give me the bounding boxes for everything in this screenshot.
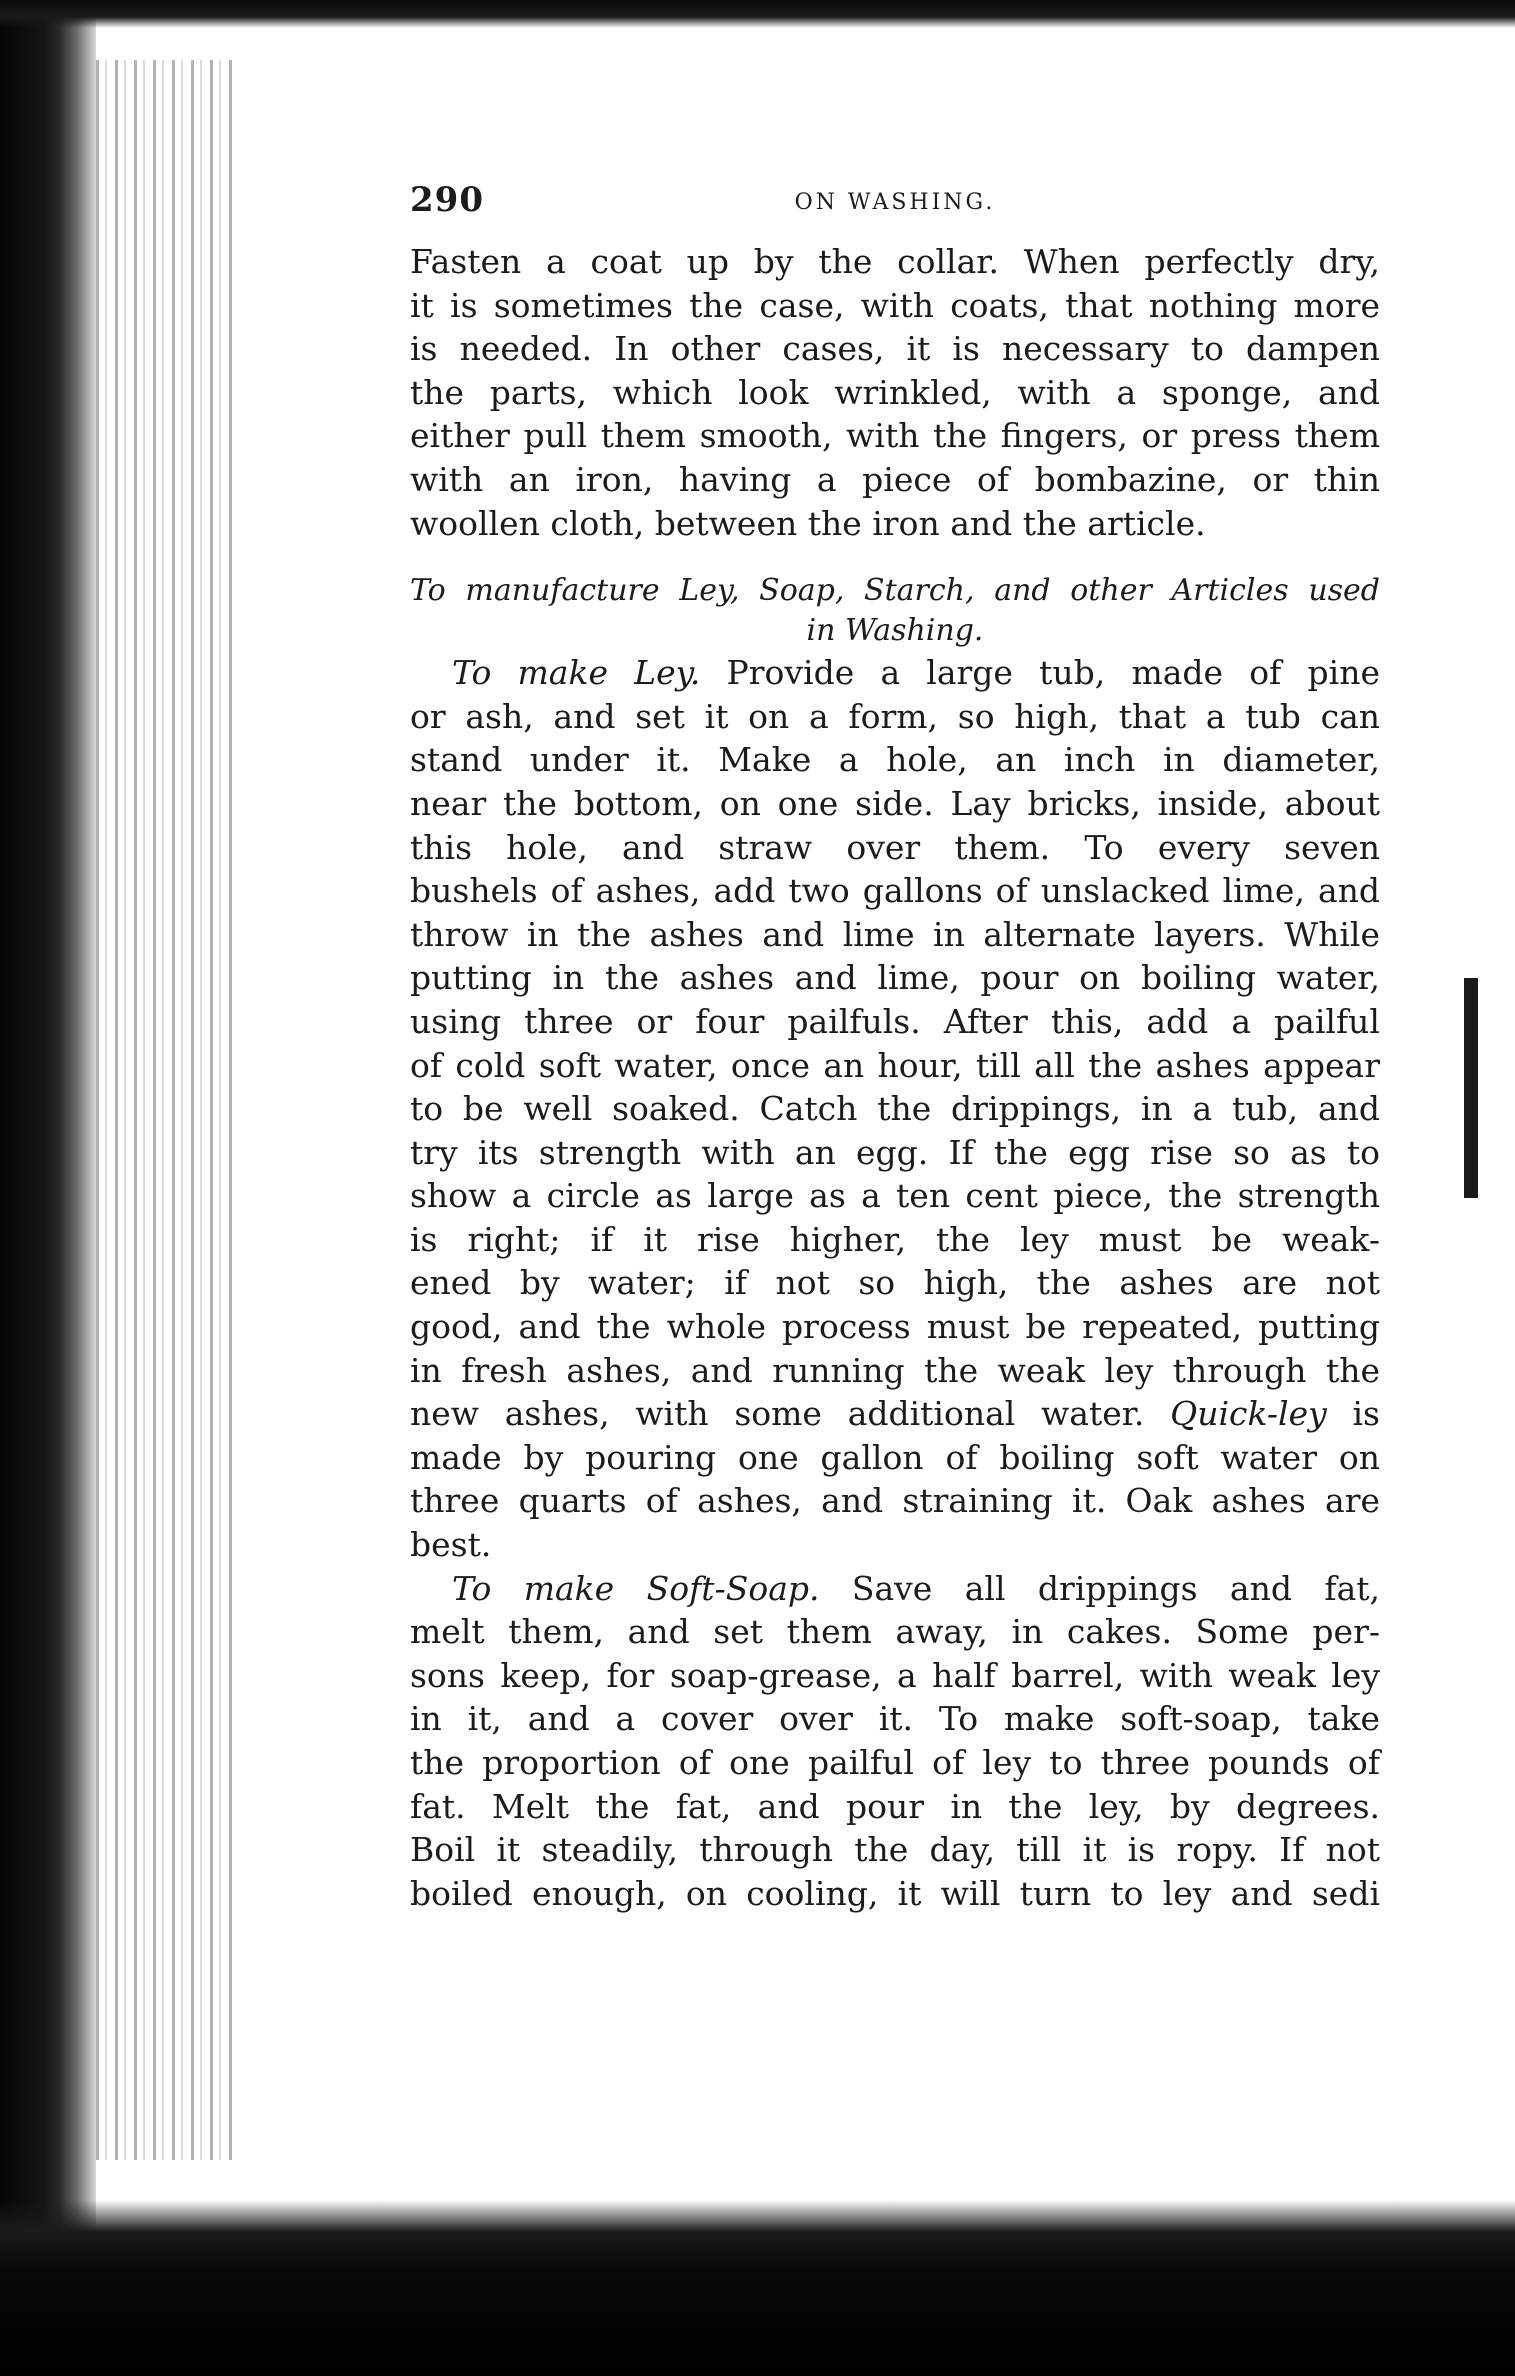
text-line: Boil it steadily, through the day, till it is ropy. If not	[410, 1830, 1380, 1870]
paragraph-coat	[410, 240, 1380, 545]
section-heading-line: in Washing.	[806, 613, 984, 649]
run-in-heading: To make Soft-Soap.	[452, 1568, 820, 1608]
text-line: with an iron, having a piece of bombazine, or thin	[410, 459, 1380, 499]
scan-binding-shadow	[96, 60, 236, 2160]
text-line: either pull them smooth, with the fingers, or press them	[410, 416, 1380, 456]
running-head	[410, 180, 1380, 240]
text-line: the proportion of one pailful of ley to three pounds of	[410, 1743, 1380, 1782]
text-line: three quarts of ashes, and straining it. Oak ashes are	[410, 1481, 1380, 1521]
text-line: stand under it. Make a hole, an inch in diameter,	[410, 740, 1380, 780]
text-line: best.	[410, 1525, 492, 1565]
scan-left-edge	[0, 0, 96, 2376]
text-line: melt them, and set them away, in cakes. Some per-	[410, 1612, 1380, 1652]
text-line: sons keep, for soap-grease, a half barrel, with weak ley	[410, 1655, 1380, 1695]
text-line: is right; if it rise higher, the ley must be weak-	[410, 1219, 1380, 1259]
text-line: show a circle as large as a ten cent piece, the strength	[410, 1176, 1380, 1216]
text-line: boiled enough, on cooling, it will turn to ley and sedi	[410, 1873, 1380, 1913]
run-in-heading: To make Ley.	[452, 653, 701, 693]
text-line: bushels of ashes, add two gallons of unslacked lime, and	[410, 871, 1380, 911]
section-heading-line: To manufacture Ley, Soap, Starch, and other Articles used	[410, 573, 1380, 609]
text-line: in it, and a cover over it. To make soft-soap, take	[410, 1699, 1380, 1739]
text-line: made by pouring one gallon of boiling soft water on	[410, 1437, 1380, 1477]
text-line: good, and the whole process must be repeated, putting	[410, 1307, 1380, 1347]
text-line: woollen cloth, between the iron and the article.	[410, 503, 1206, 543]
scan-right-mark	[1464, 978, 1478, 1198]
text-line: to be well soaked. Catch the drippings, in a tub, and	[410, 1089, 1380, 1129]
text-line: is needed. In other cases, it is necessary to dampen	[410, 329, 1380, 369]
book-page	[410, 180, 1380, 1915]
text-line: it is sometimes the case, with coats, that nothing more	[410, 285, 1380, 325]
text-line: of cold soft water, once an hour, till all the ashes appear	[410, 1045, 1380, 1085]
scan-bottom-edge	[0, 2200, 1515, 2376]
text-line: try its strength with an egg. If the egg rise so as to	[410, 1132, 1380, 1172]
text-line: Fasten a coat up by the collar. When perfectly dry,	[410, 242, 1380, 281]
text-line: this hole, and straw over them. To every seven	[410, 827, 1380, 867]
scan-top-edge	[0, 0, 1515, 28]
page-number: 290	[410, 180, 484, 220]
text-line: near the bottom, on one side. Lay bricks, inside, about	[410, 783, 1380, 823]
paragraph-ley	[410, 651, 1380, 1566]
text-line: new ashes, with some additional water. Quick-ley is	[410, 1394, 1380, 1434]
text-line: fat. Melt the fat, and pour in the ley, by degrees.	[410, 1786, 1380, 1826]
section-heading	[410, 571, 1380, 651]
text-line: ened by water; if not so high, the ashes are not	[410, 1263, 1380, 1303]
text-line: using three or four pailfuls. After this, add a pailful	[410, 1001, 1380, 1041]
text-line: or ash, and set it on a form, so high, that a tub can	[410, 696, 1380, 736]
text-line: the parts, which look wrinkled, with a sponge, and	[410, 372, 1380, 412]
text-line: To make Soft-Soap. Save all drippings and fat,	[452, 1568, 1380, 1608]
paragraph-soft-soap	[410, 1567, 1380, 1916]
text-line: To make Ley. Provide a large tub, made of pine	[452, 653, 1380, 693]
text-line: putting in the ashes and lime, pour on boiling water,	[410, 958, 1380, 998]
italic-term: Quick-ley	[1170, 1394, 1327, 1434]
text-line: in fresh ashes, and running the weak ley through the	[410, 1350, 1380, 1390]
text-line: throw in the ashes and lime in alternate layers. While	[410, 914, 1380, 954]
running-title: ON WASHING.	[794, 190, 996, 215]
